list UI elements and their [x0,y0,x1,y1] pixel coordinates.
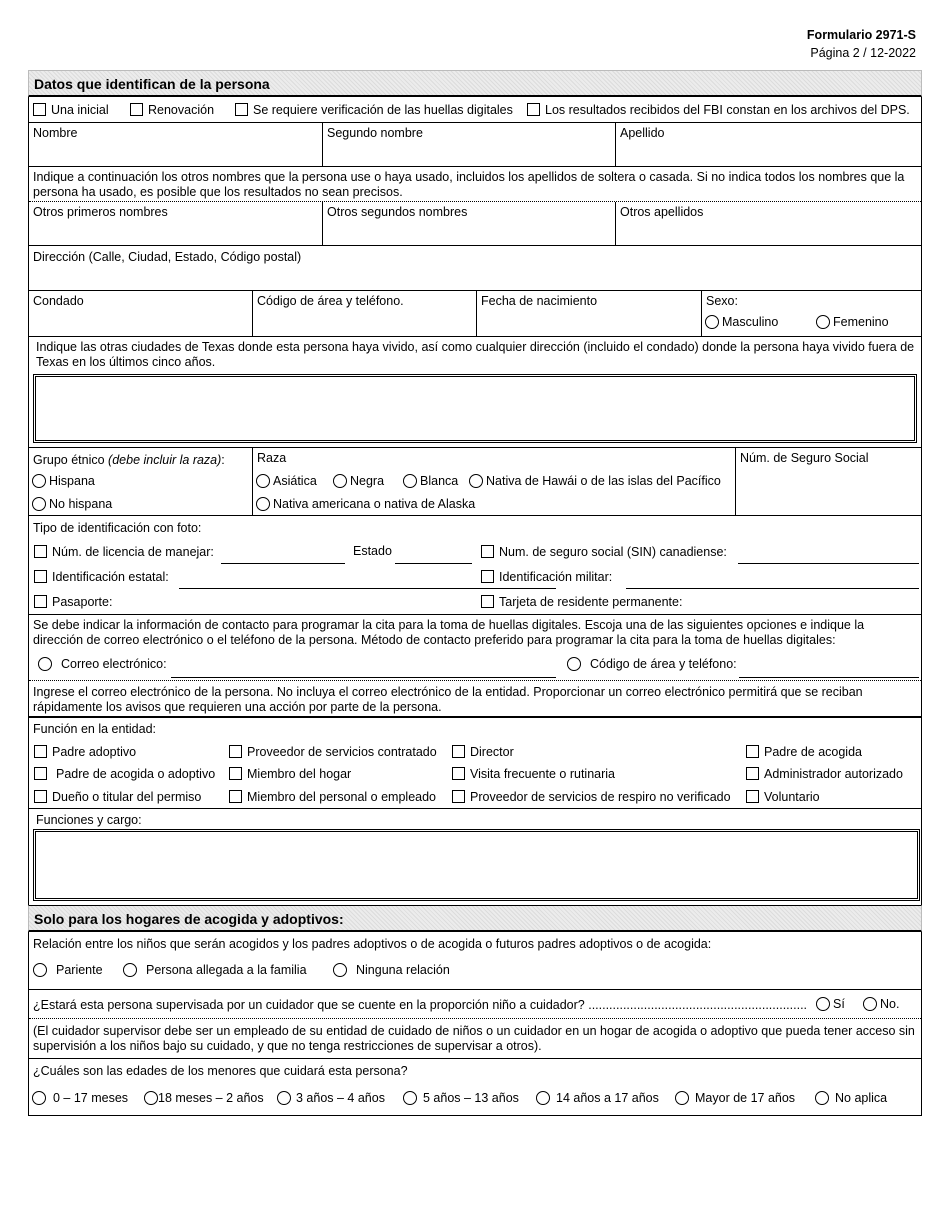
radio[interactable] [32,474,46,488]
checkbox[interactable] [34,570,47,583]
radio-label: No aplica [835,1091,888,1105]
radio-label: 0 – 17 meses [53,1091,129,1105]
checkbox[interactable] [34,745,47,758]
supervised-note: (El cuidador supervisor debe ser un empleado de su entidad de cuidado de niños o un cuidador en un hogar de acogida o adoptivo que pueda tener acceso sin supervisión a los niños bajo su cuidado, y que no tenga restricciones de supervisar a otros). [29,1019,921,1059]
identity-section [28,97,922,905]
contact-note: Se debe indicar la información de contacto para programar la cita para la toma de huellas digitales. Escoja una de las siguientes opciones e indique la dirección de correo electrónico o el teléfono de la persona. Método de contacto preferido para programar la cita para la toma de huellas digitales: [33,618,865,647]
radio-label: Sí [833,997,845,1011]
check-label: Proveedor de servicios contratado [247,745,437,759]
state-id-line[interactable] [179,588,556,589]
radio[interactable] [333,474,347,488]
field-label: Raza [257,451,287,465]
other-names-note: Indique a continuación los otros nombres que la persona use o haya usado, incluidos los apellidos de soltera o casada. Si no indica todos los nombres que la persona ha usado, es posible que los resultados no sean precisos. [29,167,921,202]
radio-label: Persona allegada a la familia [146,963,307,977]
field-label: Otros segundos nombres [327,205,468,219]
check-staff[interactable] [229,790,436,804]
form-number: Formulario 2971-S [806,28,916,42]
radio-age-14-17y[interactable] [536,1091,659,1105]
check-foster-parent[interactable] [746,745,862,759]
check-label: Voluntario [764,790,820,804]
check-permit-holder[interactable] [34,790,201,804]
ethnic-label-colon: : [221,453,225,467]
field-label: Código de área y teléfono. [257,294,404,308]
check-label: Padre adoptivo [52,745,137,759]
checkbox[interactable] [34,790,47,803]
duties-row [29,809,921,905]
check-fingerprint[interactable] [235,103,513,117]
check-label: Núm. de licencia de manejar: [52,545,214,559]
radio-email[interactable] [38,657,167,671]
radio[interactable] [403,474,417,488]
radio[interactable] [816,997,830,1011]
radio[interactable] [333,963,347,977]
ages-question: ¿Cuáles son las edades de los menores que cuidará esta persona? [33,1064,408,1078]
field-label: Sexo: [706,294,738,308]
check-director[interactable] [452,745,514,759]
section-title-foster: Solo para los hogares de acogida y adoptivos: [28,905,922,932]
radio-label: Blanca [420,474,459,488]
radio-label: Pariente [56,963,103,977]
field-label: Otros apellidos [620,205,704,219]
checkbox[interactable] [746,767,759,780]
other-middle-names-field[interactable] [322,202,615,245]
checkbox[interactable] [452,767,465,780]
field-label: Núm. de Seguro Social [740,451,869,465]
check-label: Dueño o titular del permiso [52,790,202,804]
check-resident[interactable] [481,595,682,609]
radio[interactable] [256,474,270,488]
checkbox[interactable] [481,545,494,558]
radio-label: 14 años a 17 años [556,1091,659,1105]
military-line[interactable] [626,588,919,589]
radio[interactable] [705,315,719,329]
check-label: Tarjeta de residente permanente: [499,595,683,609]
request-type-row [29,97,921,123]
ethnic-label [33,453,248,467]
radio[interactable] [469,474,483,488]
function-label: Función en la entidad: [33,722,157,736]
field-label: Fecha de nacimiento [481,294,598,308]
check-label: Padre de acogida [764,745,862,759]
duties-label: Funciones y cargo: [36,813,142,827]
check-label: Se requiere verificación de las huellas digitales [253,103,513,117]
photo-id-label: Tipo de identificación con foto: [33,521,202,535]
check-foster-adoptive[interactable] [34,767,215,781]
radio-label: Masculino [722,315,779,329]
checkbox[interactable] [34,545,47,558]
other-first-names-field[interactable] [29,202,322,245]
radio-non-hispanic[interactable] [32,497,112,511]
radio-relative[interactable] [33,963,103,977]
radio-label: Negra [350,474,385,488]
check-state-id[interactable] [34,570,169,584]
check-label: Num. de seguro social (SIN) canadiense: [499,545,727,559]
photo-id-row [29,516,921,615]
checkbox[interactable] [229,790,242,803]
check-renewal[interactable] [130,103,214,117]
supervised-question: ¿Estará esta persona supervisada por un cuidador que se cuente en la proporción niño a cuidador? ............................................................... [33,998,808,1012]
middle-name-field[interactable] [322,123,615,166]
radio-no[interactable] [863,997,899,1011]
radio-close-person[interactable] [123,963,307,977]
check-label: Miembro del personal o empleado [247,790,436,804]
state-line[interactable] [395,563,472,564]
function-row [29,718,921,809]
foster-section [28,932,922,1116]
supervised-row [29,990,921,1019]
checkbox[interactable] [34,595,47,608]
phone-field[interactable] [252,291,476,336]
radio-age-0-17m[interactable] [32,1091,128,1105]
other-names-row [29,202,921,246]
radio-hispanic[interactable] [32,474,95,488]
radio-label: 5 años – 13 años [423,1091,519,1105]
check-label: Renovación [148,103,215,117]
check-label: Administrador autorizado [764,767,903,781]
ethnic-label-italic: (debe incluir la raza) [108,453,222,467]
radio-label: No hispana [49,497,113,511]
relation-question: Relación entre los niños que serán acogidos y los padres adoptivos o de acogida o futuros padres adoptivos o de acogida: [33,937,712,951]
check-label: Proveedor de servicios de respiro no verificado [470,790,731,804]
checkbox[interactable] [452,745,465,758]
check-label: Una inicial [51,103,109,117]
radio-pacific[interactable] [469,474,721,488]
form-body [28,70,922,1116]
check-label: Los resultados recibidos del FBI constan en los archivos del DPS. [545,103,910,117]
radio-male[interactable] [705,315,778,329]
radio[interactable] [567,657,581,671]
email-line[interactable] [171,677,556,678]
contact-row [29,615,921,681]
radio-label: No. [880,997,900,1011]
sin-line[interactable] [738,563,919,564]
radio-age-na[interactable] [815,1091,887,1105]
checkbox[interactable] [235,103,248,116]
last-name-field[interactable] [615,123,921,166]
ethnic-group-field [29,448,252,515]
radio-label: Correo electrónico: [61,657,167,671]
check-respite-provider[interactable] [452,790,731,804]
duties-textarea[interactable] [33,829,920,901]
check-volunteer[interactable] [746,790,820,804]
sex-field [701,291,921,336]
check-label: Visita frecuente o rutinaria [470,767,615,781]
radio[interactable] [144,1091,158,1105]
county-phone-row [29,291,921,337]
check-frequent-visitor[interactable] [452,767,615,781]
checkbox[interactable] [229,767,242,780]
field-label: Condado [33,294,84,308]
check-fbi[interactable] [527,103,910,117]
check-contract-provider[interactable] [229,745,437,759]
radio-age-5-13y[interactable] [403,1091,519,1105]
check-household-member[interactable] [229,767,351,781]
checkbox[interactable] [746,745,759,758]
email-note: Ingrese el correo electrónico de la persona. No incluya el correo electrónico de la entidad. Proporcionar un correo electrónico permitirá que se reciban rápidamente los avisos que requieren una acción por parte de la persona. [29,681,921,718]
check-initial[interactable] [33,103,109,117]
field-label: Dirección (Calle, Ciudad, Estado, Código postal) [33,250,302,264]
ssn-field[interactable] [735,448,921,515]
radio-no-relation[interactable] [333,963,450,977]
name-row [29,123,921,167]
checkbox[interactable] [34,767,47,780]
radio-asian[interactable] [256,474,317,488]
check-label: Pasaporte: [52,595,113,609]
radio[interactable] [815,1091,829,1105]
radio-label: Hispana [49,474,95,488]
radio-phone[interactable] [567,657,737,671]
check-label: Padre de acogida o adoptivo [56,767,216,781]
radio[interactable] [38,657,52,671]
radio[interactable] [32,497,46,511]
radio-label: Ninguna relación [356,963,450,977]
check-label: Identificación estatal: [52,570,169,584]
cities-note: Indique las otras ciudades de Texas donde esta persona haya vivido, así como cualquier dirección (incluido el condado) donde la persona haya vivido fuera de Texas en los últimos cinco años. [36,340,915,369]
radio-native[interactable] [256,497,475,511]
check-label: Miembro del hogar [247,767,352,781]
race-field [252,448,735,515]
ethnic-label-text: Grupo étnico [33,453,109,467]
radio-label: Nativa americana o nativa de Alaska [273,497,476,511]
radio-label: Mayor de 17 años [695,1091,796,1105]
address-field[interactable] [29,246,921,291]
section-title-identity: Datos que identifican de la persona [28,70,922,97]
checkbox[interactable] [481,570,494,583]
state-label: Estado [353,544,392,558]
check-passport[interactable] [34,595,112,609]
check-label: Director [470,745,514,759]
radio-label: 3 años – 4 años [296,1091,385,1105]
field-label: Otros primeros nombres [33,205,168,219]
ethnicity-race-row [29,448,921,516]
check-license[interactable] [34,545,214,559]
radio-label: Nativa de Hawái o de las islas del Pacífico [486,474,721,488]
field-label: Segundo nombre [327,126,423,140]
radio-female[interactable] [816,315,889,329]
relation-row [29,932,921,990]
radio-age-18m-2y[interactable] [144,1091,264,1105]
field-label: Apellido [620,126,665,140]
first-name-field[interactable] [29,123,322,166]
radio-label: Femenino [833,315,889,329]
radio[interactable] [675,1091,689,1105]
radio[interactable] [123,963,137,977]
checkbox[interactable] [481,595,494,608]
radio-black[interactable] [333,474,384,488]
radio-label: 18 meses – 2 años [158,1091,264,1105]
check-military[interactable] [481,570,612,584]
radio[interactable] [32,1091,46,1105]
checkbox[interactable] [746,790,759,803]
radio-white[interactable] [403,474,458,488]
check-sin[interactable] [481,545,727,559]
check-label: Identificación militar: [499,570,613,584]
other-last-names-field[interactable] [615,202,921,245]
radio-age-over-17[interactable] [675,1091,795,1105]
page-info: Página 2 / 12-2022 [810,46,916,60]
radio-yes[interactable] [816,997,845,1011]
radio[interactable] [816,315,830,329]
radio[interactable] [863,997,877,1011]
checkbox[interactable] [527,103,540,116]
county-field[interactable] [29,291,252,336]
radio-age-3-4y[interactable] [277,1091,385,1105]
radio[interactable] [33,963,47,977]
cities-textarea[interactable] [33,374,917,443]
cities-row [29,337,921,448]
checkbox[interactable] [452,790,465,803]
license-line[interactable] [221,563,345,564]
checkbox[interactable] [130,103,143,116]
radio-label: Código de área y teléfono: [590,657,737,671]
phone-line[interactable] [739,677,919,678]
check-adoptive-parent[interactable] [34,745,136,759]
radio[interactable] [536,1091,550,1105]
checkbox[interactable] [229,745,242,758]
radio[interactable] [256,497,270,511]
radio[interactable] [277,1091,291,1105]
dob-field[interactable] [476,291,701,336]
ages-row [29,1059,921,1115]
radio[interactable] [403,1091,417,1105]
check-authorized-admin[interactable] [746,767,903,781]
field-label: Nombre [33,126,78,140]
radio-label: Asiática [273,474,317,488]
checkbox[interactable] [33,103,46,116]
